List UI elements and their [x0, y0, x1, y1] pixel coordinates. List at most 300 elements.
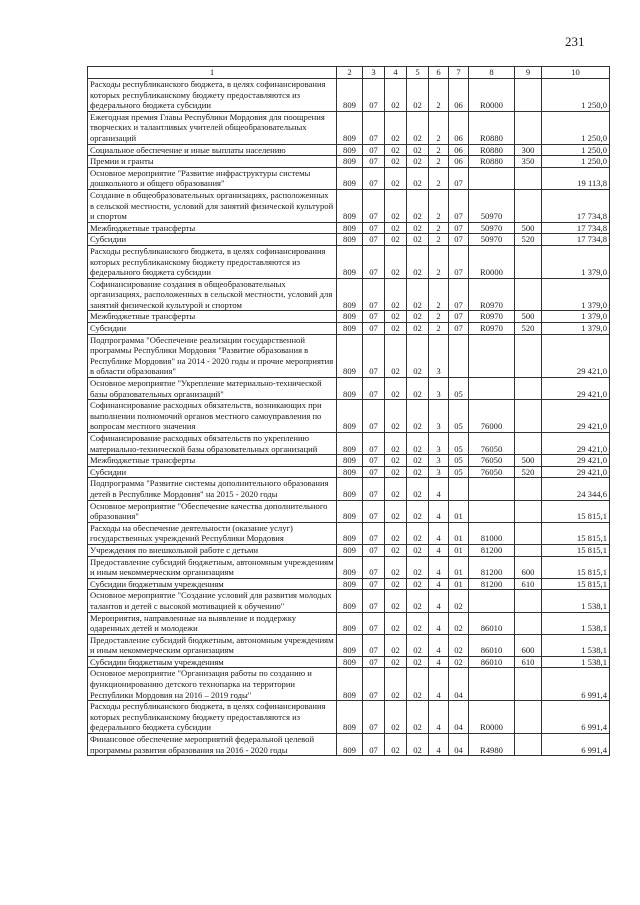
row-cell-c8: 50970 — [469, 189, 515, 222]
row-cell-c10: 1 250,0 — [542, 79, 610, 112]
row-cell-c9 — [515, 278, 542, 311]
row-cell-c4: 02 — [385, 668, 407, 701]
row-cell-c6: 4 — [429, 701, 449, 734]
table-row — [88, 556, 610, 578]
row-cell-c9 — [515, 433, 542, 455]
row-cell-c8: 86010 — [469, 634, 515, 656]
row-name-cell: Расходы на обеспечение деятельности (оказание услуг) государственных учреждений Республики Мордовия — [88, 522, 337, 544]
row-cell-c8: R0000 — [469, 245, 515, 278]
row-cell-c7: 02 — [449, 612, 469, 634]
row-cell-c4: 02 — [385, 323, 407, 335]
row-cell-c9 — [515, 734, 542, 756]
row-cell-c3: 07 — [363, 734, 385, 756]
row-cell-c8: R0880 — [469, 111, 515, 144]
row-cell-c7: 07 — [449, 323, 469, 335]
row-cell-c8: 50970 — [469, 234, 515, 246]
row-cell-c2: 809 — [337, 167, 363, 189]
row-cell-c4: 02 — [385, 222, 407, 234]
row-cell-c9 — [515, 334, 542, 377]
row-cell-c6: 2 — [429, 222, 449, 234]
row-cell-c7: 04 — [449, 734, 469, 756]
row-cell-c8: 81200 — [469, 578, 515, 590]
row-cell-c8: 76000 — [469, 400, 515, 433]
row-name-cell: Расходы республиканского бюджета, в целях софинансирования которых республиканскому бюджету предоставляются из федерального бюджета субсидии — [88, 245, 337, 278]
row-cell-c6: 3 — [429, 378, 449, 400]
row-cell-c7: 07 — [449, 234, 469, 246]
row-cell-c2: 809 — [337, 466, 363, 478]
row-cell-c4: 02 — [385, 311, 407, 323]
row-cell-c8 — [469, 167, 515, 189]
row-cell-c7: 05 — [449, 455, 469, 467]
row-cell-c8 — [469, 478, 515, 500]
row-cell-c8: R0000 — [469, 79, 515, 112]
row-cell-c4: 02 — [385, 500, 407, 522]
table-body — [88, 79, 610, 756]
row-cell-c5: 02 — [407, 156, 429, 168]
row-cell-c3: 07 — [363, 634, 385, 656]
row-name-cell: Премии и гранты — [88, 156, 337, 168]
row-cell-c6: 3 — [429, 455, 449, 467]
row-cell-c7: 07 — [449, 278, 469, 311]
row-cell-c7: 06 — [449, 144, 469, 156]
col-header: 10 — [542, 67, 610, 79]
row-cell-c8 — [469, 590, 515, 612]
row-cell-c5: 02 — [407, 323, 429, 335]
row-cell-c5: 02 — [407, 144, 429, 156]
table-row — [88, 334, 610, 377]
row-cell-c5: 02 — [407, 111, 429, 144]
row-cell-c2: 809 — [337, 478, 363, 500]
row-cell-c4: 02 — [385, 334, 407, 377]
row-cell-c10: 24 344,6 — [542, 478, 610, 500]
row-cell-c4: 02 — [385, 466, 407, 478]
row-cell-c4: 02 — [385, 701, 407, 734]
row-cell-c10: 29 421,0 — [542, 466, 610, 478]
row-cell-c10: 1 538,1 — [542, 634, 610, 656]
row-cell-c7: 05 — [449, 433, 469, 455]
row-cell-c6: 2 — [429, 245, 449, 278]
table-row — [88, 278, 610, 311]
row-cell-c9 — [515, 668, 542, 701]
row-cell-c8 — [469, 500, 515, 522]
row-cell-c4: 02 — [385, 111, 407, 144]
row-cell-c10: 1 538,1 — [542, 656, 610, 668]
row-cell-c10: 1 379,0 — [542, 323, 610, 335]
row-cell-c6: 4 — [429, 578, 449, 590]
row-cell-c3: 07 — [363, 656, 385, 668]
row-cell-c4: 02 — [385, 590, 407, 612]
row-cell-c5: 02 — [407, 500, 429, 522]
row-cell-c10: 15 815,1 — [542, 544, 610, 556]
row-cell-c10: 6 991,4 — [542, 701, 610, 734]
row-cell-c7: 02 — [449, 634, 469, 656]
table-row — [88, 111, 610, 144]
row-cell-c3: 07 — [363, 544, 385, 556]
row-cell-c5: 02 — [407, 189, 429, 222]
row-cell-c10: 1 250,0 — [542, 144, 610, 156]
col-header: 8 — [469, 67, 515, 79]
row-cell-c8: R0970 — [469, 323, 515, 335]
row-name-cell: Предоставление субсидий бюджетным, автономным учреждениям и иным некоммерческим организациям — [88, 556, 337, 578]
row-name-cell: Подпрограмма "Обеспечение реализации государственной программы Республики Мордовия "Развитие образования в Республике Мордовия" на 2014 - 2020 годы и прочие мероприятия в области образования" — [88, 334, 337, 377]
table-row — [88, 79, 610, 112]
row-cell-c7: 04 — [449, 668, 469, 701]
row-cell-c10: 1 250,0 — [542, 111, 610, 144]
row-cell-c7: 07 — [449, 222, 469, 234]
row-cell-c10: 6 991,4 — [542, 668, 610, 701]
table-row — [88, 311, 610, 323]
row-cell-c6: 4 — [429, 668, 449, 701]
row-cell-c10: 29 421,0 — [542, 378, 610, 400]
row-cell-c3: 07 — [363, 323, 385, 335]
row-cell-c9 — [515, 167, 542, 189]
row-cell-c7 — [449, 478, 469, 500]
row-cell-c3: 07 — [363, 278, 385, 311]
row-cell-c5: 02 — [407, 478, 429, 500]
table-row — [88, 668, 610, 701]
row-cell-c6: 4 — [429, 522, 449, 544]
row-cell-c6: 2 — [429, 156, 449, 168]
row-cell-c6: 4 — [429, 612, 449, 634]
row-cell-c7: 07 — [449, 167, 469, 189]
row-cell-c5: 02 — [407, 245, 429, 278]
row-cell-c10: 1 250,0 — [542, 156, 610, 168]
row-cell-c9: 300 — [515, 144, 542, 156]
row-cell-c4: 02 — [385, 734, 407, 756]
page-number: 231 — [565, 34, 585, 49]
row-cell-c6: 2 — [429, 234, 449, 246]
row-cell-c8: 86010 — [469, 656, 515, 668]
row-cell-c2: 809 — [337, 234, 363, 246]
col-header: 3 — [363, 67, 385, 79]
row-cell-c3: 07 — [363, 590, 385, 612]
table-row — [88, 544, 610, 556]
row-cell-c9: 520 — [515, 234, 542, 246]
row-cell-c4: 02 — [385, 455, 407, 467]
row-cell-c9: 610 — [515, 578, 542, 590]
row-cell-c5: 02 — [407, 701, 429, 734]
row-cell-c3: 07 — [363, 522, 385, 544]
col-header: 2 — [337, 67, 363, 79]
row-cell-c2: 809 — [337, 668, 363, 701]
row-cell-c2: 809 — [337, 522, 363, 544]
row-cell-c9 — [515, 245, 542, 278]
row-cell-c2: 809 — [337, 612, 363, 634]
row-cell-c2: 809 — [337, 222, 363, 234]
row-cell-c10: 29 421,0 — [542, 455, 610, 467]
row-cell-c9 — [515, 544, 542, 556]
row-cell-c2: 809 — [337, 701, 363, 734]
row-cell-c8 — [469, 334, 515, 377]
row-cell-c3: 07 — [363, 189, 385, 222]
row-cell-c10: 6 991,4 — [542, 734, 610, 756]
row-cell-c3: 07 — [363, 144, 385, 156]
row-cell-c8 — [469, 668, 515, 701]
row-cell-c7: 07 — [449, 245, 469, 278]
row-name-cell: Софинансирование расходных обязательств, возникающих при выполнении полномочий органов местного самоуправления по вопросам местного значения — [88, 400, 337, 433]
row-cell-c6: 3 — [429, 334, 449, 377]
row-name-cell: Софинансирование создания в общеобразовательных организациях, расположенных в сельской местности, условий для занятий физической культурой и спортом — [88, 278, 337, 311]
row-cell-c6: 4 — [429, 556, 449, 578]
row-cell-c8: 76050 — [469, 433, 515, 455]
row-cell-c7: 01 — [449, 500, 469, 522]
row-cell-c2: 809 — [337, 455, 363, 467]
row-name-cell: Создание в общеобразовательных организациях, расположенных в сельской местности, условий для занятий физической культурой и спортом — [88, 189, 337, 222]
row-cell-c8: R0880 — [469, 144, 515, 156]
table-row — [88, 500, 610, 522]
row-cell-c4: 02 — [385, 634, 407, 656]
row-cell-c9 — [515, 111, 542, 144]
row-cell-c7: 01 — [449, 578, 469, 590]
row-cell-c3: 07 — [363, 433, 385, 455]
row-cell-c6: 2 — [429, 323, 449, 335]
row-cell-c5: 02 — [407, 234, 429, 246]
row-cell-c2: 809 — [337, 245, 363, 278]
row-cell-c7: 01 — [449, 544, 469, 556]
row-cell-c9 — [515, 79, 542, 112]
row-cell-c3: 07 — [363, 222, 385, 234]
row-cell-c2: 809 — [337, 544, 363, 556]
row-cell-c2: 809 — [337, 590, 363, 612]
table-row — [88, 400, 610, 433]
row-cell-c6: 2 — [429, 189, 449, 222]
table-row — [88, 144, 610, 156]
row-cell-c7: 07 — [449, 189, 469, 222]
row-cell-c5: 02 — [407, 167, 429, 189]
table-row — [88, 466, 610, 478]
table-row — [88, 478, 610, 500]
table-row — [88, 245, 610, 278]
row-cell-c2: 809 — [337, 323, 363, 335]
row-cell-c8: R0970 — [469, 311, 515, 323]
row-cell-c4: 02 — [385, 79, 407, 112]
row-cell-c8: 81200 — [469, 544, 515, 556]
table-row — [88, 222, 610, 234]
row-name-cell: Межбюджетные трансферты — [88, 455, 337, 467]
row-cell-c4: 02 — [385, 156, 407, 168]
row-cell-c4: 02 — [385, 278, 407, 311]
row-cell-c2: 809 — [337, 556, 363, 578]
row-cell-c5: 02 — [407, 222, 429, 234]
row-cell-c5: 02 — [407, 522, 429, 544]
row-name-cell: Подпрограмма "Развитие системы дополнительного образования детей в Республике Мордовия" на 2015 - 2020 годы — [88, 478, 337, 500]
row-cell-c9: 520 — [515, 466, 542, 478]
table-row — [88, 701, 610, 734]
row-cell-c7: 06 — [449, 111, 469, 144]
table-row — [88, 378, 610, 400]
table-row — [88, 634, 610, 656]
row-cell-c9 — [515, 378, 542, 400]
row-cell-c2: 809 — [337, 378, 363, 400]
row-name-cell: Софинансирование расходных обязательств по укреплению материально-технической базы образовательных организаций — [88, 433, 337, 455]
row-cell-c9: 500 — [515, 311, 542, 323]
row-cell-c3: 07 — [363, 156, 385, 168]
row-cell-c7: 07 — [449, 311, 469, 323]
row-cell-c3: 07 — [363, 556, 385, 578]
row-name-cell: Предоставление субсидий бюджетным, автономным учреждениям и иным некоммерческим организациям — [88, 634, 337, 656]
row-cell-c5: 02 — [407, 79, 429, 112]
row-cell-c3: 07 — [363, 466, 385, 478]
row-cell-c9: 610 — [515, 656, 542, 668]
row-cell-c7: 02 — [449, 656, 469, 668]
row-cell-c7: 05 — [449, 400, 469, 433]
row-cell-c9 — [515, 189, 542, 222]
row-cell-c8 — [469, 378, 515, 400]
row-cell-c6: 4 — [429, 590, 449, 612]
row-cell-c3: 07 — [363, 167, 385, 189]
row-cell-c4: 02 — [385, 234, 407, 246]
row-cell-c2: 809 — [337, 156, 363, 168]
row-cell-c3: 07 — [363, 578, 385, 590]
row-cell-c4: 02 — [385, 400, 407, 433]
table-row — [88, 590, 610, 612]
row-cell-c5: 02 — [407, 311, 429, 323]
row-cell-c8: R0970 — [469, 278, 515, 311]
row-cell-c2: 809 — [337, 334, 363, 377]
row-name-cell: Основное мероприятие "Укрепление материально-технической базы образовательных организаций" — [88, 378, 337, 400]
row-cell-c9: 500 — [515, 455, 542, 467]
row-cell-c10: 1 379,0 — [542, 311, 610, 323]
row-cell-c9: 500 — [515, 222, 542, 234]
row-cell-c3: 07 — [363, 234, 385, 246]
col-header: 1 — [88, 67, 337, 79]
row-cell-c5: 02 — [407, 433, 429, 455]
row-cell-c2: 809 — [337, 144, 363, 156]
row-name-cell: Основное мероприятие "Обеспечение качества дополнительного образования" — [88, 500, 337, 522]
row-cell-c10: 15 815,1 — [542, 500, 610, 522]
col-header: 5 — [407, 67, 429, 79]
row-cell-c7: 05 — [449, 466, 469, 478]
table-row — [88, 612, 610, 634]
row-cell-c7: 04 — [449, 701, 469, 734]
row-cell-c9 — [515, 400, 542, 433]
row-cell-c7: 06 — [449, 156, 469, 168]
row-cell-c10: 17 734,8 — [542, 234, 610, 246]
col-header: 4 — [385, 67, 407, 79]
row-cell-c10: 29 421,0 — [542, 400, 610, 433]
row-cell-c9 — [515, 612, 542, 634]
row-cell-c5: 02 — [407, 734, 429, 756]
row-cell-c2: 809 — [337, 500, 363, 522]
row-cell-c3: 07 — [363, 455, 385, 467]
row-cell-c9: 600 — [515, 634, 542, 656]
row-cell-c10: 15 815,1 — [542, 556, 610, 578]
row-cell-c2: 809 — [337, 311, 363, 323]
row-cell-c9: 600 — [515, 556, 542, 578]
row-cell-c2: 809 — [337, 278, 363, 311]
row-cell-c6: 4 — [429, 500, 449, 522]
row-cell-c4: 02 — [385, 167, 407, 189]
row-cell-c4: 02 — [385, 378, 407, 400]
col-header: 6 — [429, 67, 449, 79]
row-cell-c10: 1 379,0 — [542, 245, 610, 278]
row-cell-c3: 07 — [363, 500, 385, 522]
table-row — [88, 433, 610, 455]
row-cell-c5: 02 — [407, 400, 429, 433]
row-cell-c8: 50970 — [469, 222, 515, 234]
header-row — [88, 67, 610, 79]
row-cell-c4: 02 — [385, 578, 407, 590]
row-name-cell: Субсидии — [88, 466, 337, 478]
row-cell-c5: 02 — [407, 334, 429, 377]
row-cell-c7: 05 — [449, 378, 469, 400]
row-cell-c4: 02 — [385, 522, 407, 544]
row-name-cell: Субсидии бюджетным учреждениям — [88, 578, 337, 590]
row-cell-c8: 86010 — [469, 612, 515, 634]
row-cell-c2: 809 — [337, 578, 363, 590]
row-cell-c3: 07 — [363, 79, 385, 112]
row-cell-c3: 07 — [363, 701, 385, 734]
row-cell-c6: 4 — [429, 734, 449, 756]
row-cell-c2: 809 — [337, 400, 363, 433]
row-cell-c4: 02 — [385, 656, 407, 668]
budget-table — [87, 66, 610, 756]
row-cell-c10: 17 734,8 — [542, 222, 610, 234]
row-cell-c7: 01 — [449, 556, 469, 578]
row-cell-c9 — [515, 478, 542, 500]
row-cell-c10: 29 421,0 — [542, 433, 610, 455]
table-row — [88, 189, 610, 222]
row-name-cell: Финансовое обеспечение мероприятий федеральной целевой программы развития образования на 2016 - 2020 годы — [88, 734, 337, 756]
table-row — [88, 156, 610, 168]
row-cell-c6: 2 — [429, 79, 449, 112]
row-cell-c10: 17 734,8 — [542, 189, 610, 222]
row-cell-c6: 2 — [429, 144, 449, 156]
row-cell-c8: R0000 — [469, 701, 515, 734]
row-cell-c6: 3 — [429, 433, 449, 455]
row-cell-c6: 4 — [429, 634, 449, 656]
row-cell-c10: 1 538,1 — [542, 590, 610, 612]
row-cell-c10: 15 815,1 — [542, 522, 610, 544]
row-cell-c9: 350 — [515, 156, 542, 168]
row-cell-c5: 02 — [407, 590, 429, 612]
row-cell-c2: 809 — [337, 734, 363, 756]
row-cell-c4: 02 — [385, 144, 407, 156]
row-cell-c4: 02 — [385, 544, 407, 556]
row-cell-c10: 19 113,8 — [542, 167, 610, 189]
row-cell-c10: 29 421,0 — [542, 334, 610, 377]
table-row — [88, 234, 610, 246]
row-cell-c2: 809 — [337, 634, 363, 656]
row-name-cell: Субсидии — [88, 323, 337, 335]
table-row — [88, 578, 610, 590]
row-name-cell: Социальное обеспечение и иные выплаты населению — [88, 144, 337, 156]
table-row — [88, 323, 610, 335]
row-cell-c2: 809 — [337, 433, 363, 455]
row-name-cell: Основное мероприятие "Развитие инфраструктуры системы дошкольного и общего образования" — [88, 167, 337, 189]
row-cell-c6: 4 — [429, 478, 449, 500]
row-name-cell: Основное мероприятие "Создание условий для развития молодых талантов и детей с высокой мотивацией к обучению" — [88, 590, 337, 612]
row-cell-c10: 15 815,1 — [542, 578, 610, 590]
row-cell-c8: R0880 — [469, 156, 515, 168]
row-name-cell: Расходы республиканского бюджета, в целях софинансирования которых республиканскому бюджету предоставляются из федерального бюджета субсидии — [88, 701, 337, 734]
row-cell-c9 — [515, 590, 542, 612]
row-cell-c3: 07 — [363, 378, 385, 400]
row-cell-c10: 1 538,1 — [542, 612, 610, 634]
row-name-cell: Учреждения по внешкольной работе с детьми — [88, 544, 337, 556]
col-header: 7 — [449, 67, 469, 79]
row-cell-c10: 1 379,0 — [542, 278, 610, 311]
row-cell-c3: 07 — [363, 400, 385, 433]
row-cell-c3: 07 — [363, 311, 385, 323]
row-name-cell: Межбюджетные трансферты — [88, 311, 337, 323]
row-cell-c8: 76050 — [469, 455, 515, 467]
row-cell-c7: 06 — [449, 79, 469, 112]
row-cell-c9: 520 — [515, 323, 542, 335]
row-cell-c9 — [515, 701, 542, 734]
col-header: 9 — [515, 67, 542, 79]
row-cell-c5: 02 — [407, 455, 429, 467]
